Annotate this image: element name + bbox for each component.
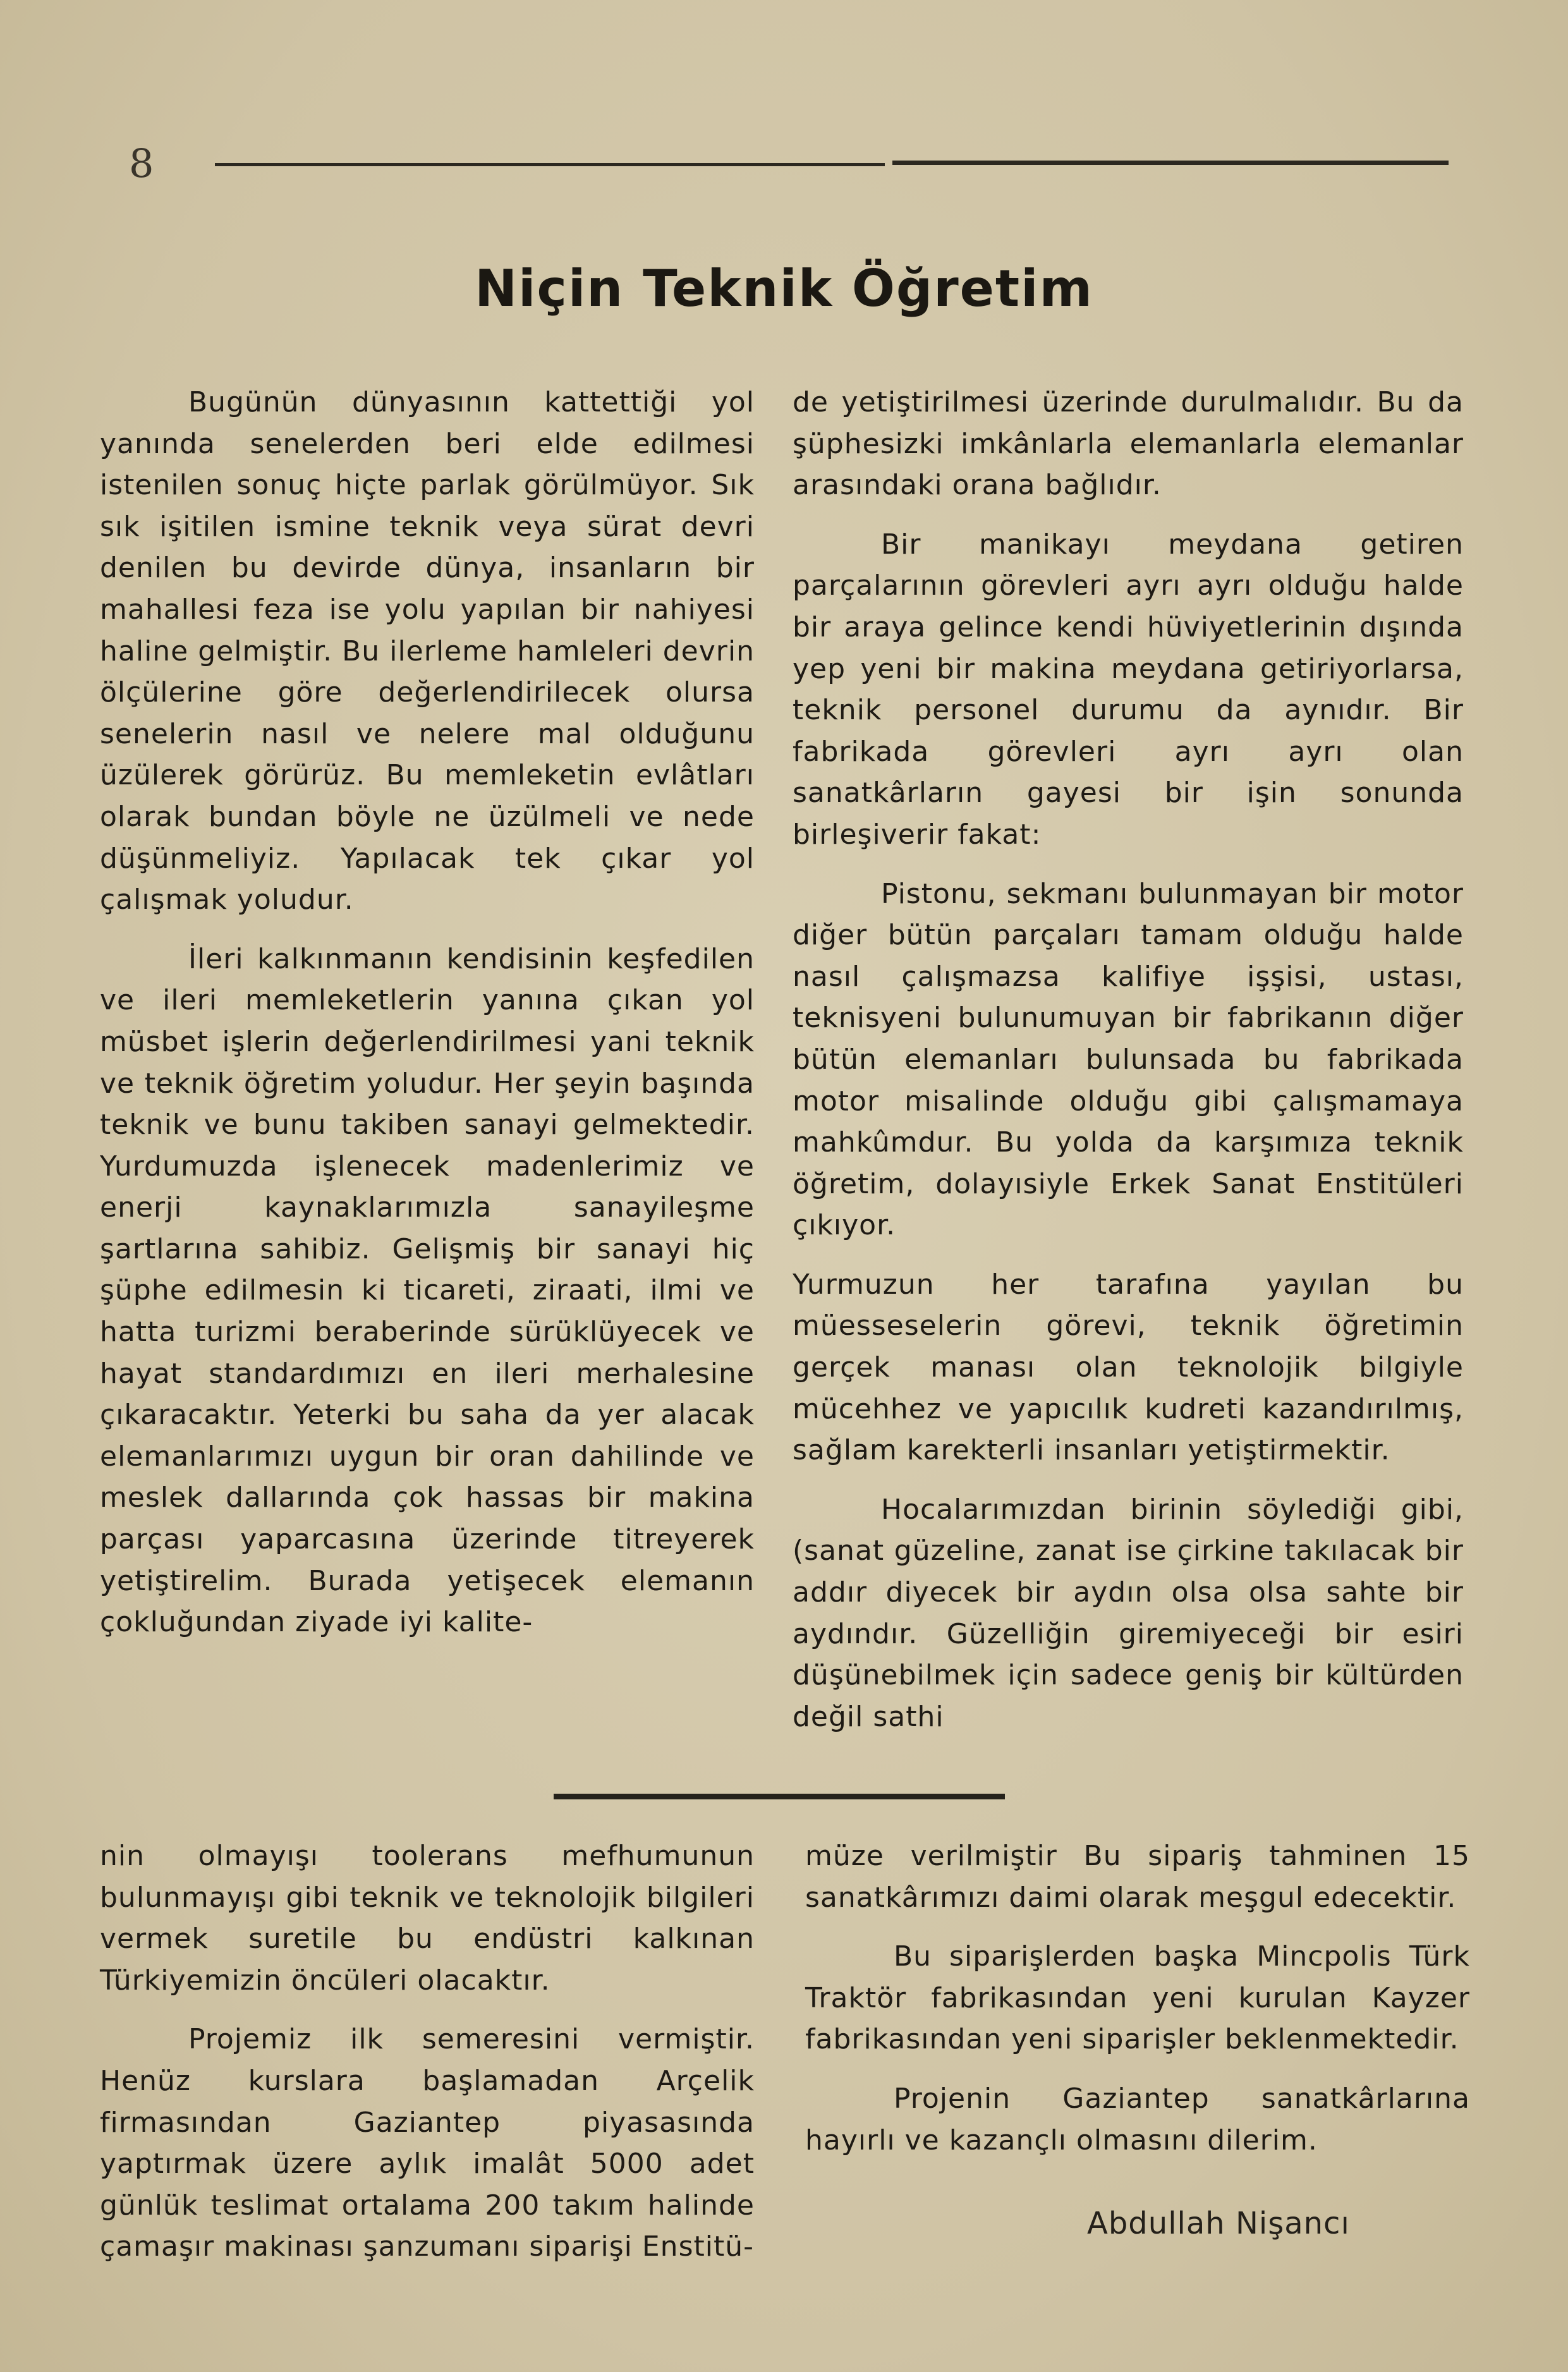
- upper-right-column: [793, 382, 1464, 1737]
- paragraph: nin olmayışı toolerans mefhumunun bulunmayışı gibi teknik ve teknolojik bilgileri vermek suretile bu endüstri kalkınan Türkiyemizin öncüleri olacaktır.: [100, 1840, 755, 1997]
- author-signature: Abdullah Nişancı: [1087, 2206, 1350, 2241]
- paragraph: İleri kalkınmanın kendisinin keşfedilen ve ileri memleketlerin yanına çıkan yol müsbet işlerin değerlendirilmesi yani teknik ve teknik öğretim yoludur. Her şeyin başında teknik ve bunu takiben sanayi gelmektedir. Yurdumuzda işlenecek madenlerimiz ve enerji kaynaklarımızla sanayileşme şartlarına sahibiz. Gelişmiş bir sanayi hiç şüphe edilmesin ki ticareti, ziraati, ilmi ve hatta turizmi beraberinde sürüklüyecek ve hayat standardımızı en ileri merhalesine çıkaracaktır. Yeterki bu saha da yer alacak elemanlarımızı uygun bir oran dahilinde ve meslek dallarında çok hassas bir makina parçası yaparcasına üzerinde titreyerek yetiştirelim. Burada yetişecek elemanın çokluğundan ziyade iyi kalite-: [100, 942, 755, 1639]
- page-number: 8: [129, 140, 154, 186]
- paragraph: Projemiz ilk semeresini vermiştir. Henüz kurslara başlamadan Arçelik firmasından Gaziantep piyasasında yaptırmak üzere aylık imalât 5000 adet günlük teslimat ortalama 200 takım halinde çamaşır makinası şanzumanı siparişi Enstitü-: [100, 2023, 755, 2263]
- header-rule-left: [215, 163, 885, 166]
- paragraph: Yurmuzun her tarafına yayılan bu müesseselerin görevi, teknik öğretimin gerçek manası olan teknolojik bilgiyle mücehhez ve yapıcılık kudreti kazandırılmış, sağlam karekterli insanları yetiştirmektir.: [793, 1268, 1464, 1467]
- paragraph: Bu siparişlerden başka Mincpolis Türk Traktör fabrikasından yeni kurulan Kayzer fabrikasından yeni siparişler beklenmektedir.: [805, 1940, 1470, 2056]
- paragraph: müze verilmiştir Bu sipariş tahminen 15 sanatkârımızı daimi olarak meşgul edecektir.: [805, 1840, 1470, 1914]
- paragraph: Bugünün dünyasının kattettiği yol yanında senelerden beri elde edilmesi istenilen sonuç hiçte parlak görülmüyor. Sık sık işitilen ismine teknik veya sürat devri denilen bu devirde dünya, insanların bir mahallesi feza ise yolu yapılan bir nahiyesi haline gelmiştir. Bu ilerleme hamleleri devrin ölçülerine göre değerlendirilecek olursa senelerin nasıl ve nelere mal olduğunu üzülerek görürüz. Bu memleketin evlâtları olarak bundan böyle ne üzülmeli ve nede düşünmeliyiz. Yapılacak tek çıkar yol çalışmak yoludur.: [100, 386, 755, 916]
- lower-left-column: [100, 1835, 755, 2268]
- paragraph: Pistonu, sekmanı bulunmayan bir motor diğer bütün parçaları tamam olduğu halde nasıl çalışmazsa kalifiye işşisi, ustası, teknisyeni bulunumuyan bir fabrikanın diğer bütün elemanları bulunsada bu fabrikada motor misalinde olduğu gibi çalışmamaya mahkûmdur. Bu yolda da karşımıza teknik öğretim, dolayısiyle Erkek Sanat Enstitüleri çıkıyor.: [793, 877, 1464, 1242]
- upper-left-column: [100, 382, 755, 1643]
- paragraph: Bir manikayı meydana getiren parçalarının görevleri ayrı ayrı olduğu halde bir araya gelince kendi hüviyetlerinin dışında yep yeni bir makina meydana getiriyorlarsa, teknik personel durumu da aynıdır. Bir fabrikada görevleri ayrı ayrı olan sanatkârların gayesi bir işin sonunda birleşiverir fakat:: [793, 528, 1464, 851]
- header-rule-right: [892, 161, 1449, 165]
- paragraph: Hocalarımızdan birinin söylediği gibi, (sanat güzeline, zanat ise çirkine takılacak bir addır diyecek bir aydın olsa olsa sahte bir aydındır. Güzelliğin giremiyeceği bir esiri düşünebilmek için sadece geniş bir kültürden değil sathi: [793, 1493, 1464, 1733]
- lower-right-column: [805, 1835, 1470, 2161]
- paragraph: Projenin Gaziantep sanatkârlarına hayırlı ve kazançlı olmasını dilerim.: [805, 2082, 1470, 2156]
- paragraph: de yetiştirilmesi üzerinde durulmalıdır. Bu da şüphesizki imkânlarla elemanlarla elemanlar arasındaki orana bağlıdır.: [793, 386, 1464, 502]
- section-divider-rule: [554, 1794, 1005, 1799]
- article-title: Niçin Teknik Öğretim: [475, 259, 1093, 318]
